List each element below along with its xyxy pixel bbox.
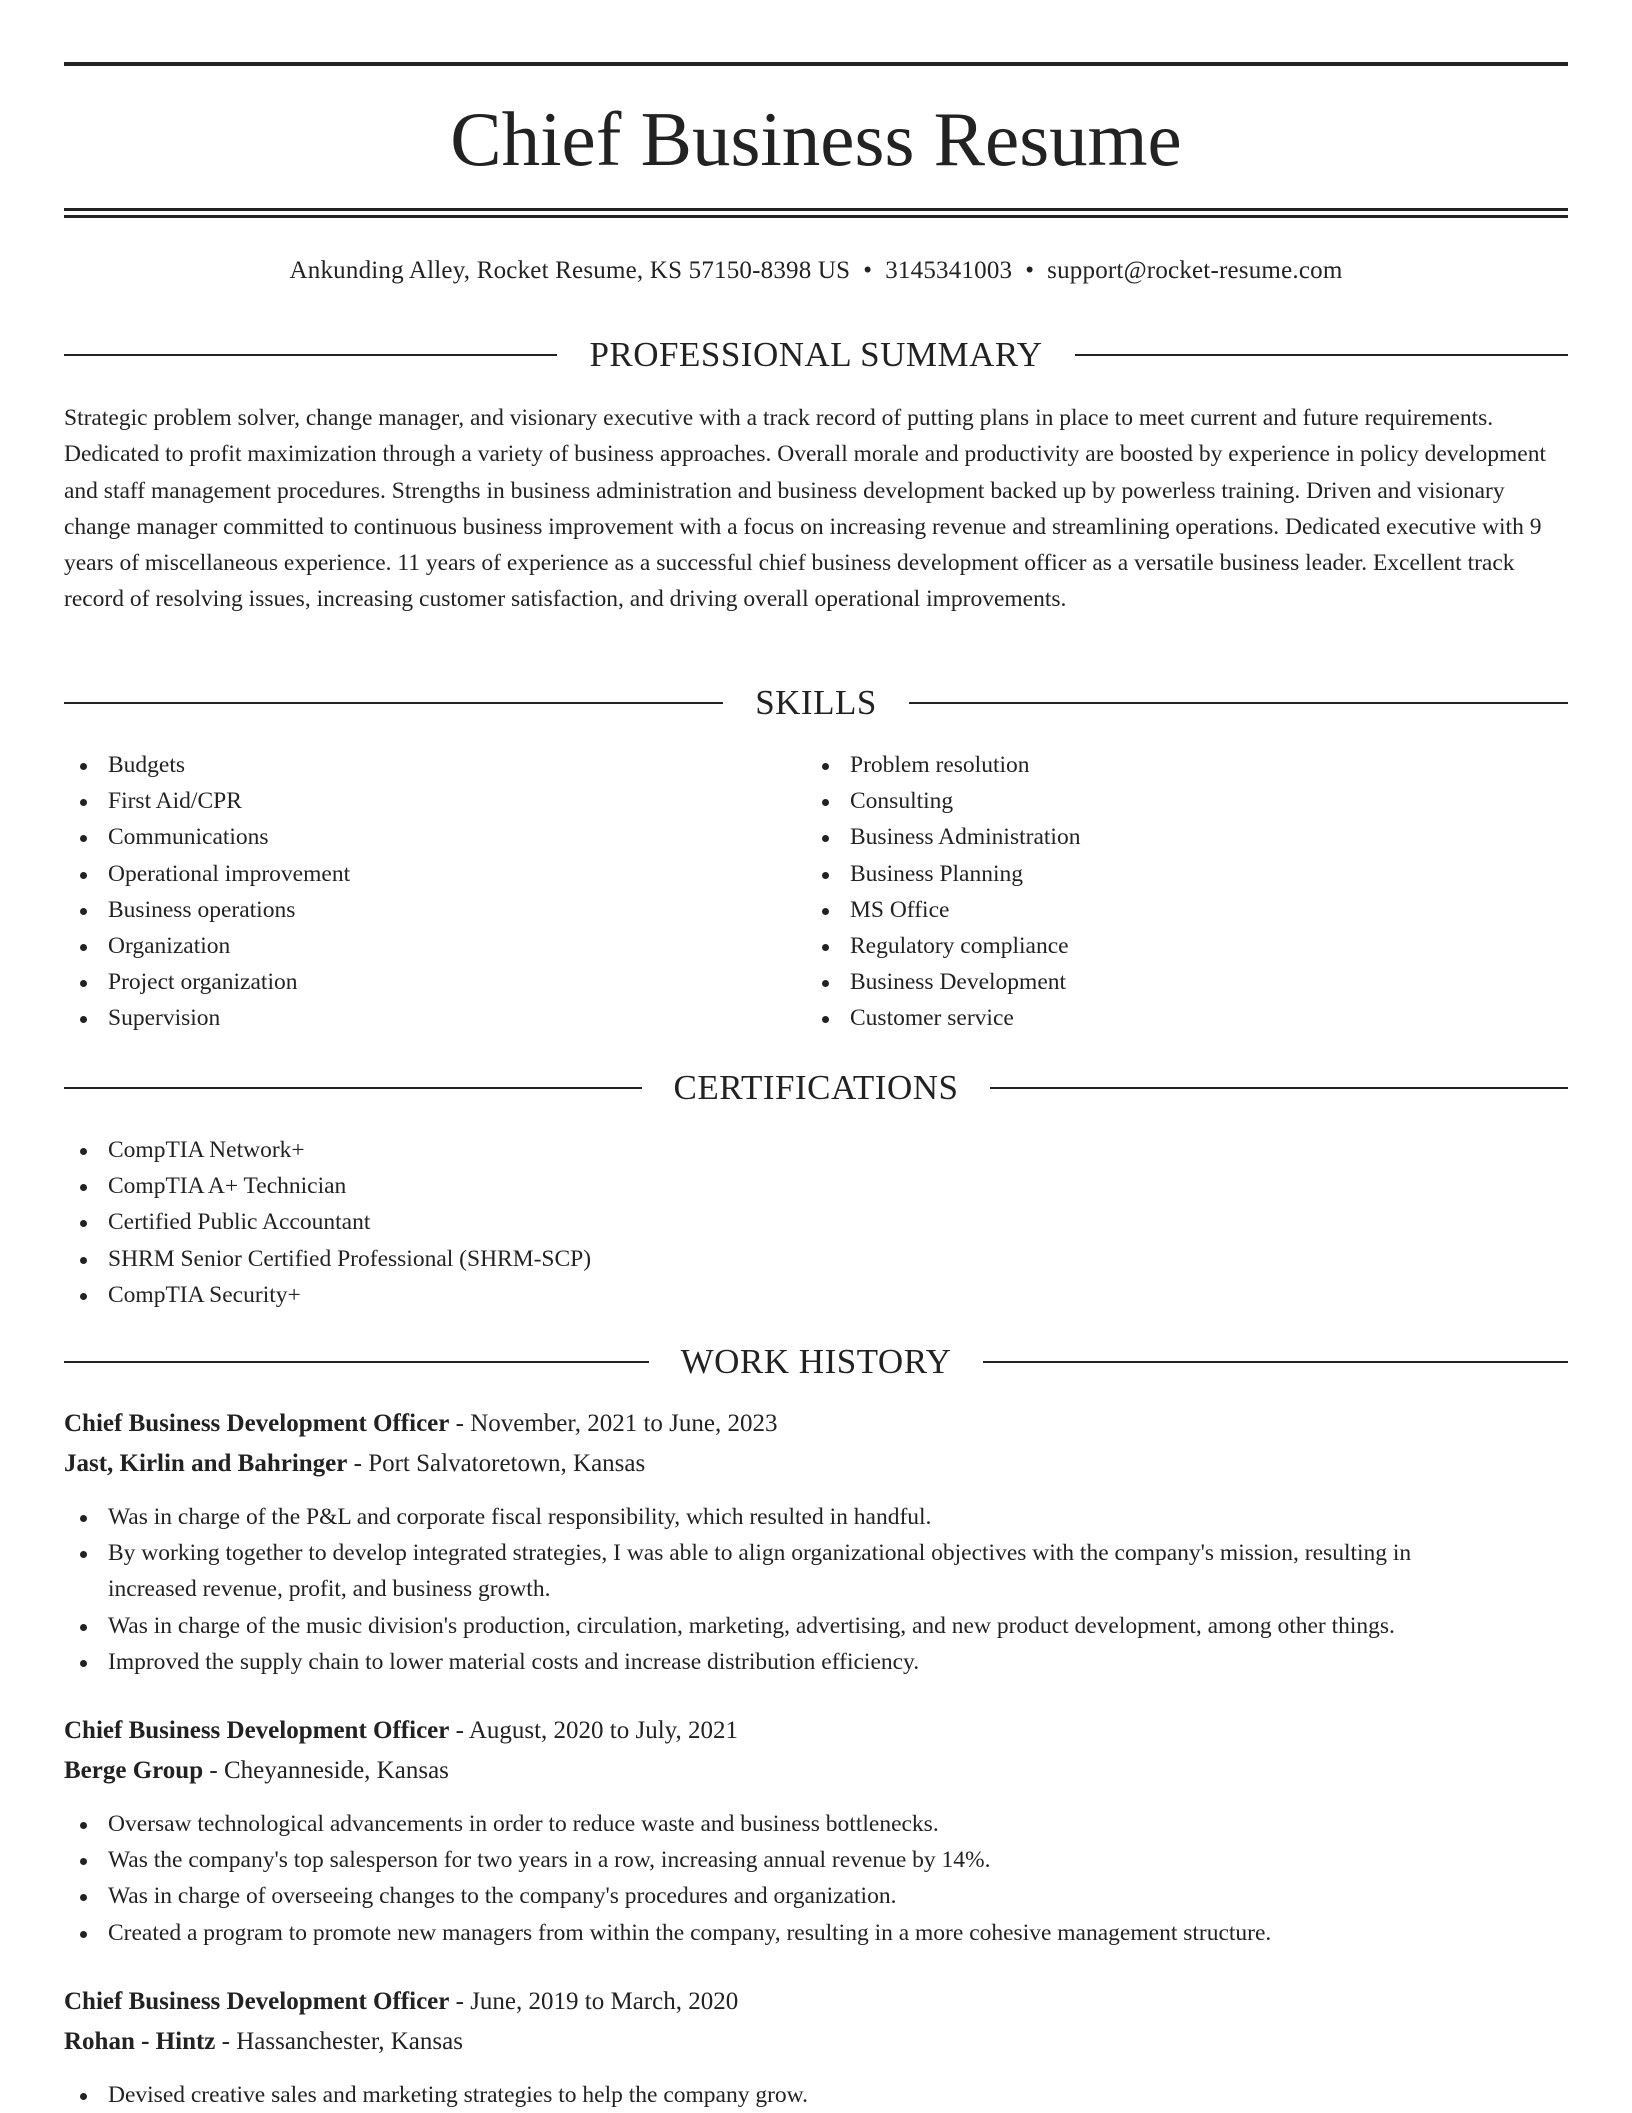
bullet-icon [80, 1515, 87, 1522]
skill-item [64, 964, 764, 1000]
job-dates: - June, 2019 to March, 2020 [449, 1988, 739, 2015]
certification-item [64, 1204, 1504, 1240]
job-company-line [64, 1446, 1568, 1482]
bullet-icon [80, 1220, 87, 1227]
job-dates: - August, 2020 to July, 2021 [449, 1717, 739, 1744]
contact-phone: 3145341003 [885, 257, 1013, 284]
skill-item [64, 856, 764, 892]
certification-item-text: CompTIA A+ Technician [108, 1173, 347, 1200]
job-bullet-text: Was the company's top salesperson for two years in a row, increasing annual revenue by 14%. [108, 1847, 991, 1874]
job-bullet [64, 1499, 1504, 1535]
job-location: - Port Salvatoretown, Kansas [347, 1450, 646, 1477]
skill-item-text: Consulting [850, 788, 954, 815]
certification-item-text: Certified Public Accountant [108, 1209, 371, 1236]
bullet-icon [822, 980, 829, 987]
skill-item [64, 747, 764, 783]
bullet-icon [80, 1822, 87, 1829]
section-rule [64, 354, 557, 356]
job-bullet [64, 1644, 1504, 1680]
job-bullet [64, 1608, 1504, 1644]
job-title: Chief Business Development Officer [64, 1410, 450, 1437]
skill-item [64, 819, 764, 855]
skill-item-text: Budgets [108, 752, 186, 778]
bullet-icon [80, 1148, 87, 1155]
job-bullet-text: Devised creative sales and marketing strategies to help the company grow. [108, 2082, 808, 2108]
job-bullet-text: By working together to develop integrated strategies, I was able to align organizational objectives with the company's mission, resulting in increased revenue, profit, and business growth. [108, 1540, 1412, 1603]
bullet-icon [80, 763, 87, 770]
job-bullet [64, 2077, 1504, 2113]
job-title: Chief Business Development Officer [64, 1988, 450, 2015]
skill-item [806, 856, 1506, 892]
job-location: - Hassanchester, Kansas [215, 2028, 463, 2055]
certification-item [64, 1168, 1504, 1204]
skill-item [806, 1000, 1506, 1036]
contact-separator: • [1025, 257, 1035, 284]
bullet-icon [80, 1660, 87, 1667]
job-bullets [64, 1806, 1504, 1951]
section-rule [983, 1361, 1568, 1363]
bullet-icon [822, 763, 829, 770]
bullet-icon [80, 944, 87, 951]
bullet-icon [80, 1858, 87, 1865]
bullet-icon [80, 1624, 87, 1631]
section-title: PROFESSIONAL SUMMARY [589, 335, 1043, 374]
bullet-icon [80, 1931, 87, 1938]
skills-list-left [64, 747, 764, 1037]
contact-line [64, 254, 1568, 288]
job-title-line [64, 1406, 1568, 1442]
bullet-icon [822, 908, 829, 915]
skill-item-text: Project organization [108, 969, 298, 996]
job-bullet [64, 1535, 1504, 1607]
job-bullet-text: Was in charge of the P&L and corporate fiscal responsibility, which resulted in handful. [108, 1504, 932, 1530]
skill-item [806, 892, 1506, 928]
job-bullet [64, 1842, 1504, 1878]
certification-item-text: CompTIA Network+ [108, 1137, 305, 1163]
job-title: Chief Business Development Officer [64, 1717, 450, 1744]
job-company-line [64, 1753, 1568, 1789]
certification-item-text: CompTIA Security+ [108, 1281, 301, 1308]
bullet-icon [80, 1016, 87, 1023]
bullet-icon [80, 1293, 87, 1300]
job-company: Berge Group [64, 1757, 204, 1784]
skill-item-text: Regulatory compliance [850, 933, 1069, 960]
certification-item [64, 1241, 1504, 1277]
title-double-rule [64, 208, 1568, 218]
bullet-icon [80, 980, 87, 987]
skill-item-text: Customer service [850, 1005, 1014, 1032]
skill-item-text: Organization [108, 933, 231, 960]
job-bullet [64, 1878, 1504, 1914]
job-bullet-text: Was in charge of overseeing changes to the company's procedures and organization. [108, 1883, 897, 1910]
section-rule [1075, 354, 1568, 356]
certifications-list [64, 1132, 1504, 1313]
job-bullets [64, 1499, 1504, 1680]
bullet-icon [80, 2093, 87, 2100]
section-rule [64, 1361, 649, 1363]
job-bullet-text: Created a program to promote new managers from within the company, resulting in a more cohesive management structure. [108, 1919, 1272, 1946]
certification-item-text: SHRM Senior Certified Professional (SHRM-SCP) [108, 1245, 592, 1272]
skill-item [806, 783, 1506, 819]
bullet-icon [80, 908, 87, 915]
contact-address: Ankunding Alley, Rocket Resume, KS 57150-8398 US [289, 257, 851, 284]
section-header-work-history [64, 1340, 1568, 1384]
skill-item [806, 747, 1506, 783]
bullet-icon [80, 1551, 87, 1558]
job-title-line [64, 1984, 1568, 2020]
bullet-icon [80, 872, 87, 879]
job-bullet-text: Oversaw technological advancements in order to reduce waste and business bottlenecks. [108, 1811, 939, 1837]
skill-item [64, 783, 764, 819]
section-rule [64, 1087, 642, 1089]
contact-separator: • [863, 257, 873, 284]
skill-item-text: MS Office [850, 896, 950, 923]
bullet-icon [80, 1894, 87, 1901]
contact-email: support@rocket-resume.com [1047, 257, 1343, 284]
job-bullet [64, 1915, 1504, 1951]
skill-item [806, 964, 1506, 1000]
section-rule [909, 702, 1568, 704]
section-header-skills [64, 681, 1568, 725]
bullet-icon [80, 1257, 87, 1264]
section-rule [990, 1087, 1568, 1089]
bullet-icon [80, 799, 87, 806]
job-title-line [64, 1713, 1568, 1749]
skill-item-text: Problem resolution [850, 752, 1030, 778]
bullet-icon [80, 835, 87, 842]
summary-text: Strategic problem solver, change manager, and visionary executive with a track record of putting plans in place to meet current and future requirements. Dedicated to profit maximization through a variety of business approaches. Overall morale and productivity are boosted by experience in policy development and staff management procedures. Strengths in business administration and business development backed up by powerless training. Driven and visionary change manager committed to continuous business improvement with a focus on increasing revenue and streamlining operations. Dedicated executive with 9 years of miscellaneous experience. 11 years of experience as a successful chief business development officer as a versatile business leader. Excellent track record of resolving issues, increasing customer satisfaction, and driving overall operational improvements. [64, 405, 1546, 613]
skill-item-text: Communications [108, 824, 269, 851]
job-bullets [64, 2077, 1504, 2113]
job-bullet-text: Was in charge of the music division's production, circulation, marketing, advertising, and new product development, among other things. [108, 1612, 1395, 1639]
skill-item [64, 928, 764, 964]
skill-item-text: Business Planning [850, 860, 1024, 887]
job-dates: - November, 2021 to June, 2023 [449, 1410, 778, 1437]
skill-item [64, 1000, 764, 1036]
certification-item [64, 1132, 1504, 1168]
job-company: Jast, Kirlin and Bahringer [64, 1450, 348, 1477]
section-title: SKILLS [755, 683, 877, 722]
section-title: CERTIFICATIONS [673, 1068, 959, 1107]
job-company: Rohan - Hintz [64, 2028, 216, 2055]
skill-item [806, 928, 1506, 964]
bullet-icon [822, 872, 829, 879]
skill-item-text: Supervision [108, 1005, 221, 1032]
skills-list-right [806, 747, 1506, 1037]
section-header-certifications [64, 1066, 1568, 1110]
skill-item-text: Business Administration [850, 824, 1081, 851]
skill-item-text: Business operations [108, 896, 296, 923]
skill-item [806, 819, 1506, 855]
bullet-icon [822, 799, 829, 806]
section-title: WORK HISTORY [680, 1342, 952, 1381]
job-bullet [64, 1806, 1504, 1842]
top-rule [64, 62, 1568, 66]
skill-item-text: First Aid/CPR [108, 788, 242, 815]
bullet-icon [80, 1184, 87, 1191]
skill-item [64, 892, 764, 928]
job-location: - Cheyanneside, Kansas [203, 1757, 449, 1784]
resume-title: Chief Business Resume [450, 96, 1182, 182]
skill-item-text: Business Development [850, 969, 1067, 996]
job-company-line [64, 2024, 1568, 2060]
skill-item-text: Operational improvement [108, 860, 351, 887]
bullet-icon [822, 944, 829, 951]
section-rule [64, 702, 723, 704]
bullet-icon [822, 835, 829, 842]
section-header-summary [64, 333, 1568, 377]
certification-item [64, 1277, 1504, 1313]
bullet-icon [822, 1016, 829, 1023]
job-bullet-text: Improved the supply chain to lower material costs and increase distribution efficiency. [108, 1648, 920, 1675]
